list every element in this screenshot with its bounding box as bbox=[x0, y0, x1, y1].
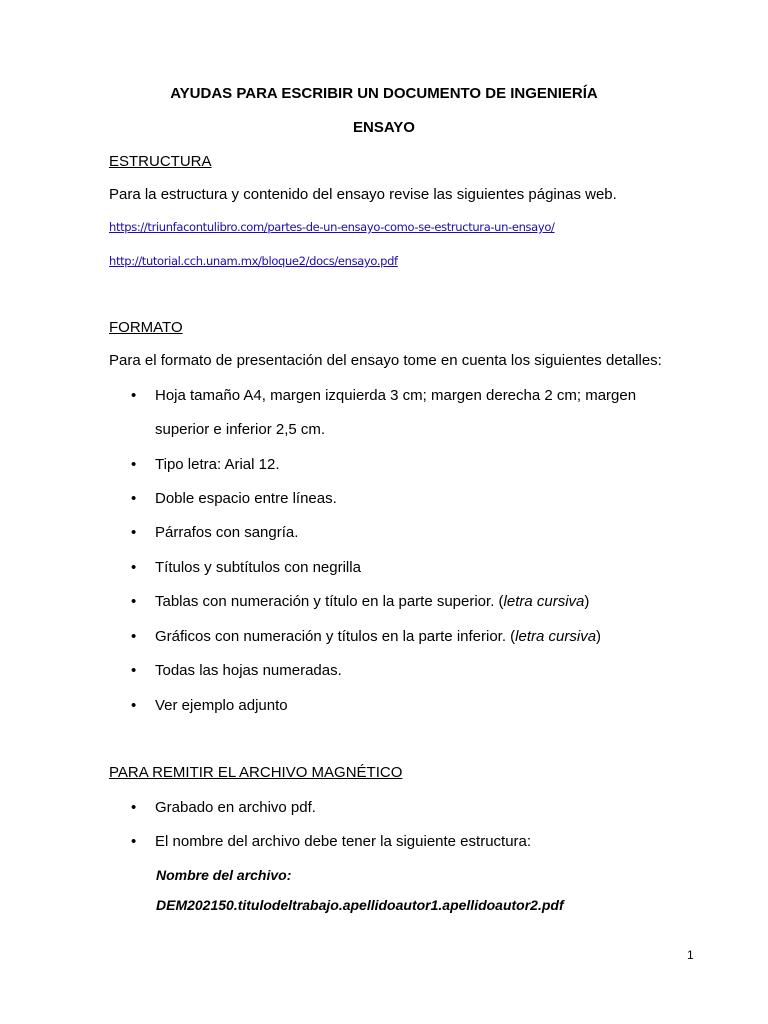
bullet-glyph: • bbox=[131, 456, 137, 473]
formato-item-9: Ver ejemplo adjunto bbox=[155, 697, 288, 714]
section-heading-remitir: PARA REMITIR EL ARCHIVO MAGNÉTICO bbox=[109, 764, 403, 781]
link-tutorial-cch[interactable]: http://tutorial.cch.unam.mx/bloque2/docs/ensayo.pdf bbox=[109, 254, 398, 268]
link-triunfacontulibro[interactable]: https://triunfacontulibro.com/partes-de-un-ensayo-como-se-estructura-un-ensayo/ bbox=[109, 220, 555, 234]
section-heading-formato: FORMATO bbox=[109, 319, 183, 336]
filename-label: Nombre del archivo: bbox=[156, 867, 292, 883]
bullet-glyph: • bbox=[131, 490, 137, 507]
formato-item-1-line1: Hoja tamaño A4, margen izquierda 3 cm; margen derecha 2 cm; margen bbox=[155, 387, 637, 404]
section-heading-estructura: ESTRUCTURA bbox=[109, 153, 212, 170]
formato-item-1-line2: superior e inferior 2,5 cm. bbox=[155, 421, 326, 438]
remitir-item-1: Grabado en archivo pdf. bbox=[155, 799, 316, 816]
bullet-glyph: • bbox=[131, 662, 137, 679]
formato-intro: Para el formato de presentación del ensayo tome en cuenta los siguientes detalles: bbox=[109, 352, 662, 369]
bullet-glyph: • bbox=[131, 387, 137, 404]
formato-item-7: Gráficos con numeración y títulos en la parte inferior. (letra cursiva) bbox=[155, 628, 602, 645]
bullet-glyph: • bbox=[131, 799, 137, 816]
bullet-glyph: • bbox=[131, 593, 137, 610]
remitir-item-2: El nombre del archivo debe tener la siguiente estructura: bbox=[155, 833, 532, 850]
estructura-intro: Para la estructura y contenido del ensayo revise las siguientes páginas web. bbox=[109, 186, 617, 203]
bullet-glyph: • bbox=[131, 559, 137, 576]
formato-item-6: Tablas con numeración y título en la parte superior. (letra cursiva) bbox=[155, 593, 590, 610]
document-title: AYUDAS PARA ESCRIBIR UN DOCUMENTO DE INGENIERÍA bbox=[170, 85, 598, 102]
filename-example: DEM202150.titulodeltrabajo.apellidoautor1.apellidoautor2.pdf bbox=[156, 897, 564, 913]
formato-item-3: Doble espacio entre líneas. bbox=[155, 490, 337, 507]
document-subtitle: ENSAYO bbox=[353, 119, 415, 136]
bullet-glyph: • bbox=[131, 628, 137, 645]
bullet-glyph: • bbox=[131, 524, 137, 541]
bullet-glyph: • bbox=[131, 833, 137, 850]
formato-item-4: Párrafos con sangría. bbox=[155, 524, 299, 541]
formato-item-8: Todas las hojas numeradas. bbox=[155, 662, 342, 679]
formato-item-5: Títulos y subtítulos con negrilla bbox=[155, 559, 361, 576]
formato-item-2: Tipo letra: Arial 12. bbox=[155, 456, 280, 473]
bullet-glyph: • bbox=[131, 697, 137, 714]
page-number: 1 bbox=[687, 948, 694, 962]
